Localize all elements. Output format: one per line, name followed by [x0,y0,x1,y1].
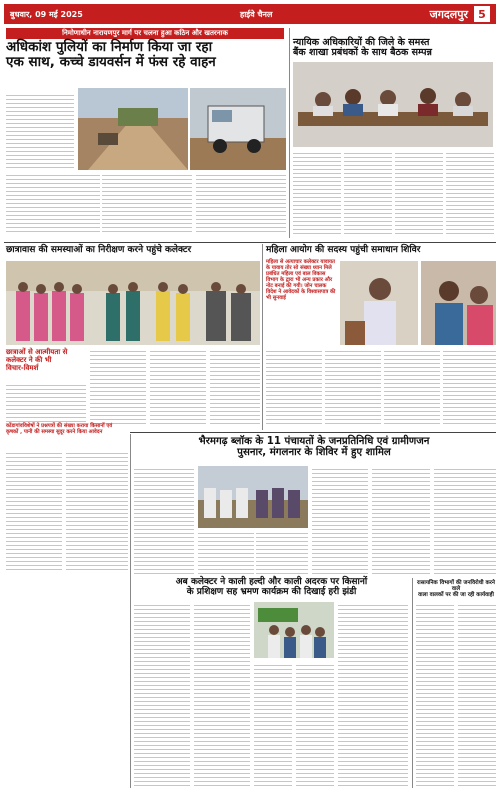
section-rule-1 [4,242,496,243]
story6-body-col3 [254,662,292,787]
story1-body-col3 [196,172,286,232]
story2-title-line1: न्यायिक अधिकारियों की जिले के समस्त [293,37,430,48]
story3-side-title: कोंडागांवविशेषों ने प्रश्नपत्रों की संख्या कराया किसानों एवं कृषकों , पानी की समस्या सुदूर करने किया आवेदन [6,423,113,435]
story6-title-line2: के प्रशिक्षण सह भ्रमण कार्यक्रम की दिखाई हरी झंडी [186,586,357,597]
story4-body-col3 [384,348,440,424]
column-rule-3 [130,434,131,788]
section-rule-2 [130,432,496,433]
story1-body-col1a [6,92,74,170]
story3-caption-line2: कलेक्टर ने की भी [6,356,52,365]
story5-title-line1: भैरमगढ़ ब्लॉक के 11 पंचायतों के जनप्रतिनिधि एवं ग्रामीणजन [198,436,430,447]
story3-photo-hostel [6,261,260,345]
story3-caption-line1: छात्राओं से आत्मीयता से [6,348,68,356]
story3-body-col2 [90,348,146,424]
story4-body-col4 [443,348,496,424]
story4-body-col2 [325,348,381,424]
story2-photo-meeting [293,62,493,147]
story7-title-line2: वाला वालकों पर की जा रही कार्यवाही [418,592,494,599]
story3-body-col1 [6,382,86,422]
header-date: बुधवार, 09 मई 2025 [10,9,83,19]
page-header [4,4,496,24]
story7-title-line1: रासायनिक विभागों की जनविरोधी करने वाले [417,580,495,593]
story6-body-col2 [194,602,250,787]
story6-title-line1: अब कलेक्टर ने काली हल्दी और काली अदरक पर किसानों [175,577,368,587]
story5-body-col2 [198,530,254,576]
story4-title: महिला आयोग की सदस्य पहुंची समाधान शिविर [266,245,421,255]
story3-caption-line3: विचार-विमर्श [6,364,39,373]
story6-body-col1 [134,602,190,787]
story5-body-col6 [434,466,496,576]
header-city: जगदलपुर [429,7,468,21]
story3-body-col3 [150,348,206,424]
story5-title-line2: पुसनार, मंगलनार के शिविर में हुए शामिल [237,447,391,459]
story2-title [293,38,493,59]
story5-body-col1 [134,466,194,576]
story5-body-col4 [312,466,368,576]
story3-caption [6,348,86,372]
story4-photo-1 [340,261,418,345]
story5-body-col3 [256,530,308,576]
story6-photo-flag-off [254,602,334,658]
story7-title [416,580,496,598]
story4-highlight: महिला से अत्याचार कलेक्टर यावायत के यावाय तोर सो संख्या ध्यान मिले प्रबंधित महिला एवं बाल विकास विभाग के द्वारा भी अन्य प्रकार और नोट बनाई की गयी। जोन चालक विदेश ने आवेदकों के विश्वासपात्र की भी सुनवाई [266,259,336,301]
story5-title [132,436,496,458]
story1-photo-road [78,88,188,170]
story1-body-col2 [102,172,192,232]
story2-body-col4 [446,150,494,236]
column-rule-4 [412,578,413,788]
story1-photo-truck [190,88,286,170]
story1-body-col1b [6,172,100,232]
story4-body-col1 [266,348,322,424]
story1-title-line2: एक साथ, कच्चे डायवर्सन में फंस रहे वाहन [6,53,216,70]
story1-title-line1: अधिकांश पुलियों का निर्माण किया जा रहा [6,39,213,55]
story5-photo-camp [198,466,308,528]
story2-body-col2 [344,150,392,236]
column-rule [289,28,290,238]
header-city-group [430,6,490,22]
story1-strip: निमोणाधीन नारायणपुर मार्ग पर चलना हुआ कठिन और खतरनाक [6,28,284,39]
story7-body-col1 [416,602,454,787]
story6-title [134,578,409,598]
header-page-number: 5 [474,6,490,22]
story3-body-col4 [210,348,260,424]
story6-body-col5 [338,602,408,787]
story7-body-col2 [458,602,496,787]
story2-body-col1 [293,150,341,236]
story5-body-col5 [372,466,430,576]
story6-body-col4 [296,662,334,787]
header-paper-name: हाईवे चैनल [239,9,273,19]
story2-title-line2: बैंक शाखा प्रबंधकों के साथ बैठक सम्पन्न [293,47,432,59]
column-rule-2 [262,244,263,430]
story2-body-col3 [395,150,443,236]
story4-photo-2 [421,261,496,345]
story3-side-body-col1 [6,450,62,570]
story3-side-body-col2 [66,450,128,570]
story3-title: छात्रावास की समस्याओं का निरीक्षण करने पहुंचे कलेक्टर [6,245,192,255]
story1-title [6,40,286,70]
